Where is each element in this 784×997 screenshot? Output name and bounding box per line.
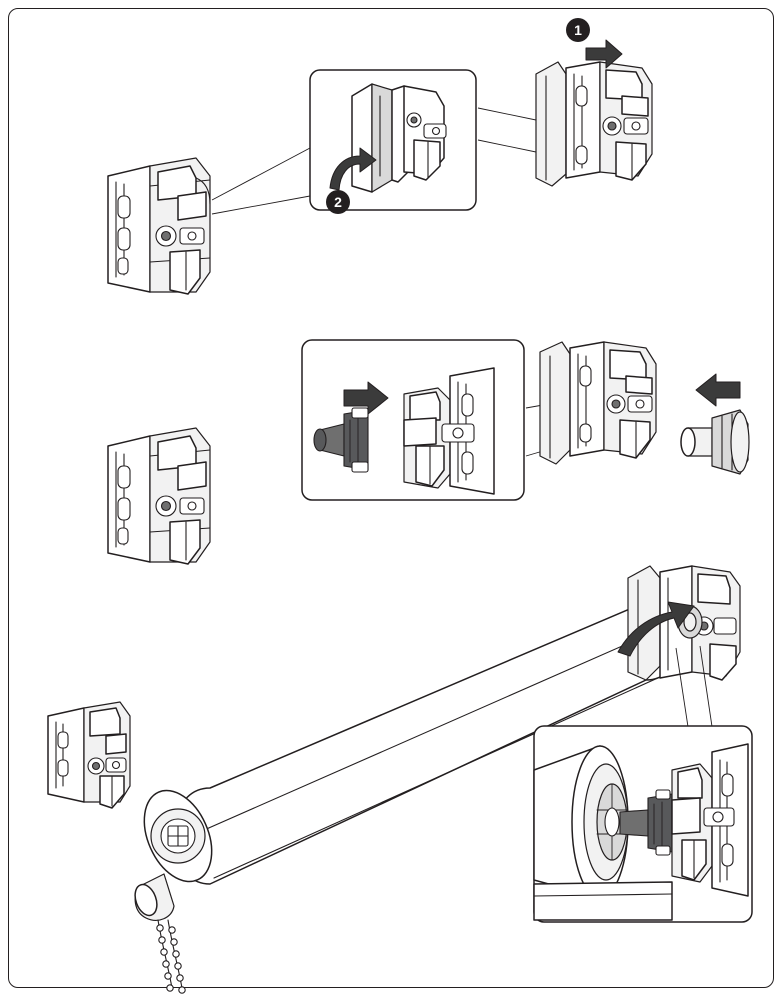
detail-panel-middle: [302, 340, 524, 500]
bracket-left-lower: [48, 702, 130, 808]
svg-text:2: 2: [334, 194, 342, 210]
clutch-part: [681, 374, 749, 474]
step-2-badge: [326, 190, 350, 214]
bracket-right-middle: [540, 342, 656, 464]
step-1-badge: [566, 18, 590, 42]
detail-panel-top: [310, 70, 476, 210]
svg-text:1: 1: [574, 22, 582, 38]
bracket-left-top: [108, 158, 210, 294]
detail-panel-bottom: [534, 726, 752, 922]
bracket-right-top: [536, 62, 652, 186]
bracket-left-middle: [108, 428, 210, 564]
